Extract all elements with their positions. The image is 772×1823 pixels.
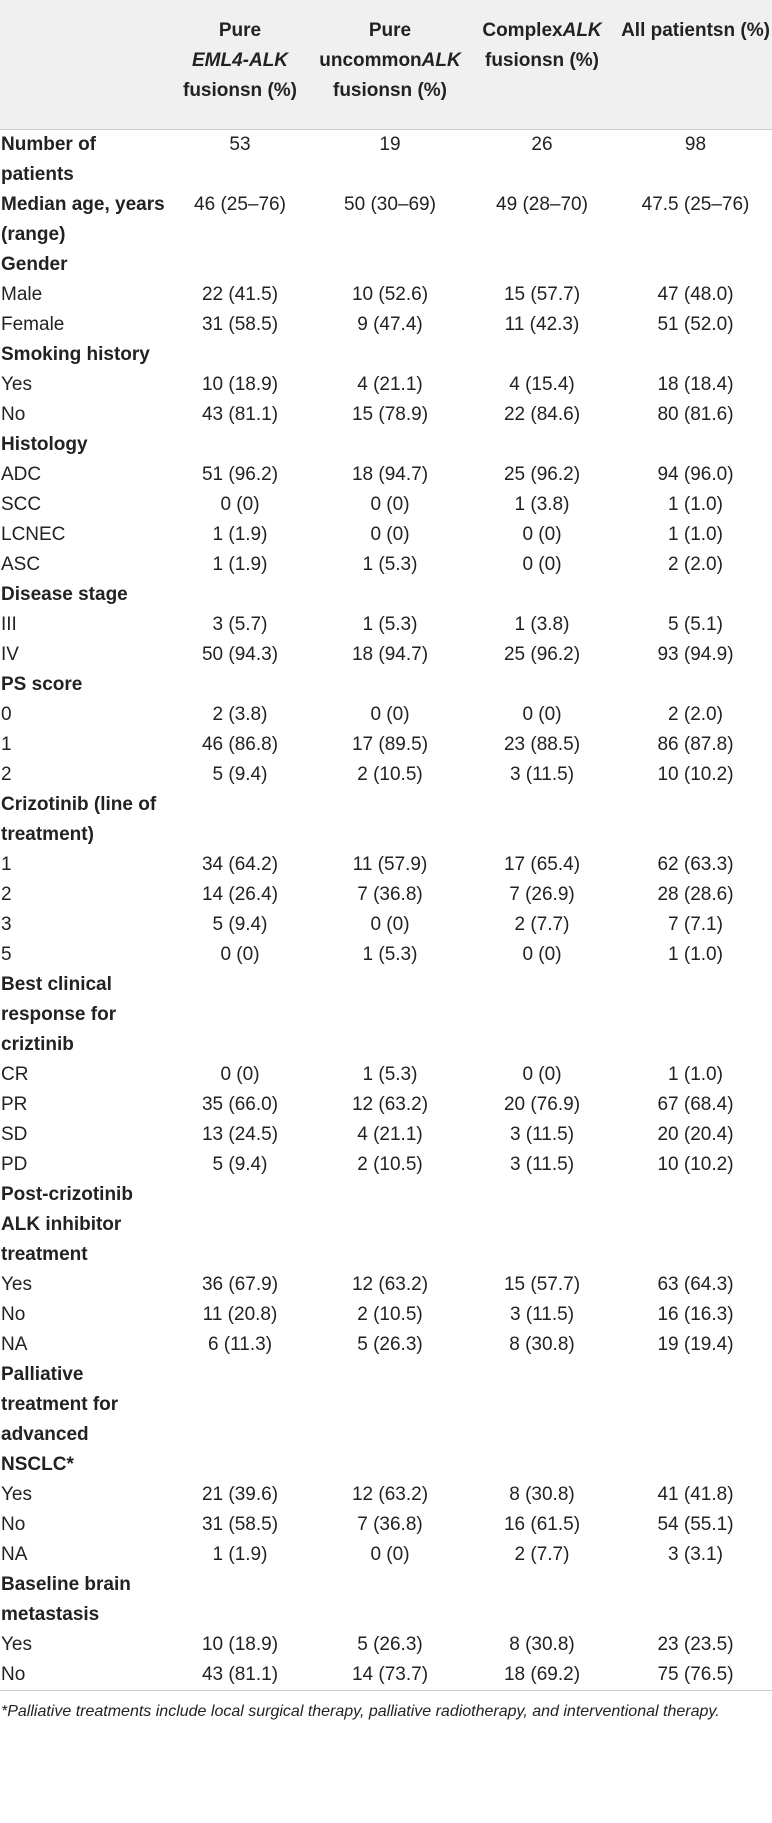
cell-value — [165, 1180, 315, 1270]
cell-value: 10 (18.9) — [201, 1633, 279, 1655]
table-row — [0, 640, 772, 670]
cell-value — [165, 580, 315, 610]
row-label: Yes — [1, 373, 32, 395]
cell-value — [315, 670, 465, 700]
header-all-patients: All patientsn (%) — [619, 0, 772, 129]
table-row — [0, 550, 772, 580]
cell-value — [165, 250, 315, 280]
cell-value: 10 (10.2) — [657, 763, 734, 785]
cell-value: 5 (9.4) — [212, 763, 268, 785]
row-label: IV — [1, 643, 19, 665]
table-row — [0, 1330, 772, 1360]
cell-value: 0 (0) — [522, 703, 562, 725]
cell-value — [465, 670, 619, 700]
row-label: SCC — [1, 493, 42, 515]
cell-value: 1 (1.0) — [668, 943, 723, 965]
cell-value — [465, 430, 619, 460]
cell-value: 47.5 (25–76) — [641, 193, 750, 215]
cell-value — [315, 790, 465, 850]
cell-value — [465, 250, 619, 280]
table-row — [0, 940, 772, 970]
table-row — [0, 1540, 772, 1570]
cell-value: 4 (21.1) — [357, 1123, 423, 1145]
cell-value: 53 — [229, 133, 251, 155]
row-label: Crizotinib (line of treatment) — [1, 793, 157, 845]
table-footnote: *Palliative treatments include local surgical therapy, palliative radiotherapy, and interventional therapy. — [1, 1702, 720, 1720]
row-label: No — [1, 1303, 26, 1325]
row-label: Histology — [1, 433, 88, 455]
cell-value — [315, 340, 465, 370]
cell-value: 12 (63.2) — [351, 1273, 429, 1295]
table-row — [0, 1360, 772, 1480]
row-label: 1 — [1, 853, 12, 875]
cell-value: 25 (96.2) — [503, 463, 581, 485]
cell-value: 98 — [684, 133, 707, 155]
cell-value: 3 (3.1) — [668, 1543, 723, 1565]
cell-value: 0 (0) — [522, 523, 562, 545]
cell-value — [619, 430, 772, 460]
table-row — [0, 1090, 772, 1120]
cell-value — [315, 580, 465, 610]
cell-value: 18 (18.4) — [657, 373, 734, 395]
table-row — [0, 190, 772, 250]
cell-value: 0 (0) — [220, 943, 260, 965]
cell-value: 46 (86.8) — [201, 733, 279, 755]
cell-value: 0 (0) — [522, 1063, 562, 1085]
cell-value: 5 (26.3) — [357, 1333, 423, 1355]
cell-value: 31 (58.5) — [201, 1513, 279, 1535]
row-label: SD — [1, 1123, 28, 1145]
cell-value: 10 (18.9) — [201, 373, 279, 395]
table-row — [0, 1300, 772, 1330]
cell-value: 16 (61.5) — [503, 1513, 581, 1535]
table-row — [0, 1120, 772, 1150]
cell-value: 11 (57.9) — [352, 853, 428, 875]
header-empty — [0, 0, 165, 129]
cell-value: 1 (5.3) — [362, 613, 418, 635]
table-row — [0, 310, 772, 340]
row-label: PD — [1, 1153, 28, 1175]
cell-value — [315, 970, 465, 1060]
row-label: Female — [1, 313, 65, 335]
cell-value: 50 (94.3) — [201, 643, 279, 665]
cell-value — [465, 340, 619, 370]
cell-value: 7 (36.8) — [357, 1513, 423, 1535]
cell-value: 75 (76.5) — [619, 1660, 772, 1691]
table-row — [0, 1630, 772, 1660]
table-row — [0, 1150, 772, 1180]
table-row — [0, 1510, 772, 1540]
row-label: 2 — [1, 763, 12, 785]
cell-value: 80 (81.6) — [657, 403, 734, 425]
cell-value: 20 (20.4) — [657, 1123, 734, 1145]
table-row — [0, 610, 772, 640]
cell-value — [315, 1360, 465, 1480]
row-label: Number of patients — [1, 133, 96, 185]
row-label: Disease stage — [1, 583, 128, 605]
cell-value — [165, 970, 315, 1060]
row-label: Best clinical response for criztinib — [1, 973, 117, 1055]
cell-value — [165, 670, 315, 700]
cell-value — [619, 250, 772, 280]
cell-value — [465, 1570, 619, 1630]
row-label: Yes — [1, 1633, 32, 1655]
cell-value — [315, 430, 465, 460]
table-row — [0, 400, 772, 430]
cell-value — [465, 970, 619, 1060]
cell-value: 4 (21.1) — [357, 373, 423, 395]
cell-value — [165, 1570, 315, 1630]
table-row — [0, 460, 772, 490]
cell-value: 1 (1.9) — [212, 1543, 268, 1565]
cell-value — [619, 670, 772, 700]
cell-value: 12 (63.2) — [351, 1483, 429, 1505]
cell-value: 1 (1.0) — [668, 523, 723, 545]
cell-value: 21 (39.6) — [201, 1483, 279, 1505]
cell-value — [165, 430, 315, 460]
cell-value: 41 (41.8) — [657, 1483, 734, 1505]
cell-value: 5 (5.1) — [668, 613, 723, 635]
cell-value: 0 (0) — [220, 493, 260, 515]
cell-value: 28 (28.6) — [657, 883, 734, 905]
cell-value: 46 (25–76) — [194, 193, 286, 215]
cell-value: 1 (3.8) — [514, 493, 570, 515]
cell-value: 0 (0) — [370, 1543, 410, 1565]
cell-value: 19 (19.4) — [657, 1333, 734, 1355]
cell-value — [619, 970, 772, 1060]
cell-value: 17 (65.4) — [503, 853, 581, 875]
cell-value: 50 (30–69) — [344, 193, 436, 215]
cell-value: 8 (30.8) — [509, 1483, 575, 1505]
cell-value: 17 (89.5) — [351, 733, 429, 755]
cell-value: 36 (67.9) — [201, 1273, 279, 1295]
cell-value: 18 (94.7) — [351, 463, 429, 485]
cell-value: 43 (81.1) — [201, 403, 279, 425]
cell-value: 2 (2.0) — [668, 703, 723, 725]
cell-value: 4 (15.4) — [509, 373, 575, 395]
cell-value: 9 (47.4) — [357, 313, 423, 335]
cell-value — [619, 340, 772, 370]
cell-value — [165, 1360, 315, 1480]
row-label: Gender — [1, 253, 68, 275]
cell-value: 54 (55.1) — [657, 1513, 734, 1535]
row-label: Smoking history — [1, 343, 150, 365]
table-row — [0, 340, 772, 370]
table-row — [0, 910, 772, 940]
cell-value — [165, 340, 315, 370]
cell-value: 7 (26.9) — [509, 883, 575, 905]
cell-value: 1 (1.9) — [212, 553, 268, 575]
cell-value: 26 — [531, 133, 553, 155]
table-row — [0, 1570, 772, 1630]
cell-value: 0 (0) — [522, 553, 562, 575]
cell-value: 3 (11.5) — [509, 1123, 575, 1145]
table-row — [0, 1060, 772, 1090]
cell-value: 1 (1.0) — [668, 1063, 723, 1085]
cell-value: 1 (5.3) — [362, 1063, 418, 1085]
cell-value: 51 (96.2) — [201, 463, 279, 485]
cell-value: 93 (94.9) — [657, 643, 734, 665]
row-label: ASC — [1, 553, 41, 575]
cell-value: 3 (5.7) — [212, 613, 268, 635]
cell-value — [465, 580, 619, 610]
cell-value — [465, 1360, 619, 1480]
row-label: ADC — [1, 463, 42, 485]
cell-value: 10 (52.6) — [351, 283, 429, 305]
table-row — [0, 1660, 772, 1691]
row-label: NA — [1, 1333, 28, 1355]
cell-value: 0 (0) — [370, 523, 410, 545]
header-pure-uncommon-alk: Pure uncommonALK fusionsn (%) — [315, 0, 465, 129]
cell-value — [619, 790, 772, 850]
cell-value: 2 (2.0) — [668, 553, 723, 575]
table-row — [0, 430, 772, 460]
cell-value — [315, 250, 465, 280]
cell-value: 94 (96.0) — [657, 463, 734, 485]
cell-value: 0 (0) — [370, 703, 410, 725]
cell-value: 19 — [379, 133, 401, 155]
cell-value: 2 (3.8) — [212, 703, 268, 725]
header-pure-eml4-alk: Pure EML4-ALK fusionsn (%) — [165, 0, 315, 129]
cell-value — [619, 580, 772, 610]
cell-value — [619, 1180, 772, 1270]
table-row — [0, 880, 772, 910]
cell-value: 2 (10.5) — [357, 1153, 423, 1175]
table-row — [0, 1270, 772, 1300]
cell-value: 22 (41.5) — [201, 283, 279, 305]
row-label: Male — [1, 283, 43, 305]
cell-value: 14 (73.7) — [315, 1660, 465, 1691]
row-label: Baseline brain metastasis — [1, 1573, 131, 1625]
table-row — [0, 250, 772, 280]
table-row — [0, 280, 772, 310]
table-row — [0, 580, 772, 610]
row-label: III — [1, 613, 17, 635]
cell-value: 3 (11.5) — [509, 763, 575, 785]
cell-value: 7 (36.8) — [357, 883, 423, 905]
cell-value: 23 (88.5) — [503, 733, 581, 755]
table-row — [0, 700, 772, 730]
cell-value: 25 (96.2) — [503, 643, 581, 665]
table-row — [0, 490, 772, 520]
cell-value: 11 (20.8) — [202, 1303, 278, 1325]
cell-value: 1 (5.3) — [362, 553, 418, 575]
cell-value: 14 (26.4) — [201, 883, 279, 905]
cell-value: 43 (81.1) — [165, 1660, 315, 1691]
header-complex-alk: ComplexALK fusionsn (%) — [465, 0, 619, 129]
table-row — [0, 1180, 772, 1270]
cell-value: 47 (48.0) — [657, 283, 734, 305]
cell-value — [465, 1180, 619, 1270]
row-label: Post-crizotinib ALK inhibitor treatment — [1, 1183, 133, 1265]
cell-value: 8 (30.8) — [509, 1333, 575, 1355]
cell-value: 5 (9.4) — [212, 913, 268, 935]
cell-value: 0 (0) — [220, 1063, 260, 1085]
table-row — [0, 760, 772, 790]
cell-value: 49 (28–70) — [496, 193, 588, 215]
cell-value: 1 (5.3) — [362, 943, 418, 965]
row-label: PS score — [1, 673, 83, 695]
cell-value: 1 (1.0) — [668, 493, 723, 515]
cell-value: 22 (84.6) — [503, 403, 581, 425]
cell-value: 18 (94.7) — [351, 643, 429, 665]
table-row — [0, 520, 772, 550]
cell-value: 86 (87.8) — [657, 733, 734, 755]
cell-value: 2 (7.7) — [514, 913, 570, 935]
cell-value: 15 (57.7) — [503, 1273, 581, 1295]
cell-value: 20 (76.9) — [503, 1093, 581, 1115]
cell-value: 35 (66.0) — [201, 1093, 279, 1115]
row-label: Palliative treatment for advanced NSCLC* — [1, 1363, 119, 1475]
row-label: LCNEC — [1, 523, 66, 545]
cell-value: 15 (78.9) — [351, 403, 429, 425]
table-row — [0, 970, 772, 1060]
table-row — [0, 790, 772, 850]
row-label: No — [1, 403, 26, 425]
cell-value: 2 (7.7) — [514, 1543, 570, 1565]
row-label: PR — [1, 1093, 28, 1115]
row-label: 2 — [1, 883, 12, 905]
cell-value: 3 (11.5) — [509, 1153, 575, 1175]
cell-value: 7 (7.1) — [668, 913, 723, 935]
table-row — [0, 850, 772, 880]
cell-value: 15 (57.7) — [503, 283, 581, 305]
table-body — [0, 129, 772, 1690]
table-row — [0, 670, 772, 700]
cell-value — [165, 790, 315, 850]
cell-value: 63 (64.3) — [657, 1273, 734, 1295]
cell-value: 1 (3.8) — [514, 613, 570, 635]
cell-value: 0 (0) — [370, 493, 410, 515]
cell-value: 13 (24.5) — [201, 1123, 279, 1145]
row-label: NA — [1, 1543, 28, 1565]
row-label: 1 — [1, 733, 12, 755]
row-label: 0 — [1, 703, 12, 725]
table-row — [0, 730, 772, 760]
cell-value: 34 (64.2) — [201, 853, 279, 875]
cell-value: 5 (26.3) — [357, 1633, 423, 1655]
cell-value: 0 (0) — [522, 943, 562, 965]
cell-value: 10 (10.2) — [657, 1153, 734, 1175]
row-label: Yes — [1, 1273, 32, 1295]
cell-value: 5 (9.4) — [212, 1153, 268, 1175]
cell-value — [619, 1360, 772, 1480]
row-label: Median age, years (range) — [1, 193, 165, 245]
cell-value: 12 (63.2) — [351, 1093, 429, 1115]
cell-value: 23 (23.5) — [657, 1633, 734, 1655]
row-label: Yes — [1, 1483, 32, 1505]
cell-value: 2 (10.5) — [357, 763, 423, 785]
table-header-row — [0, 0, 772, 129]
row-label: No — [0, 1660, 165, 1691]
cell-value: 3 (11.5) — [509, 1303, 575, 1325]
row-label: 3 — [1, 913, 12, 935]
table-row — [0, 1480, 772, 1510]
cell-value — [315, 1570, 465, 1630]
cell-value: 51 (52.0) — [657, 313, 734, 335]
cell-value: 11 (42.3) — [504, 313, 580, 335]
table-row — [0, 129, 772, 190]
cell-value — [315, 1180, 465, 1270]
cell-value: 0 (0) — [370, 913, 410, 935]
cell-value: 2 (10.5) — [357, 1303, 423, 1325]
cell-value: 1 (1.9) — [212, 523, 268, 545]
cell-value: 18 (69.2) — [465, 1660, 619, 1691]
row-label: No — [1, 1513, 26, 1535]
cell-value: 6 (11.3) — [207, 1333, 273, 1355]
row-label: CR — [1, 1063, 29, 1085]
cell-value: 62 (63.3) — [657, 853, 734, 875]
cell-value: 31 (58.5) — [201, 313, 279, 335]
cell-value — [619, 1570, 772, 1630]
cell-value: 67 (68.4) — [657, 1093, 734, 1115]
row-label: 5 — [1, 943, 12, 965]
table-row — [0, 370, 772, 400]
cell-value: 16 (16.3) — [657, 1303, 734, 1325]
cell-value — [465, 790, 619, 850]
cell-value: 8 (30.8) — [509, 1633, 575, 1655]
